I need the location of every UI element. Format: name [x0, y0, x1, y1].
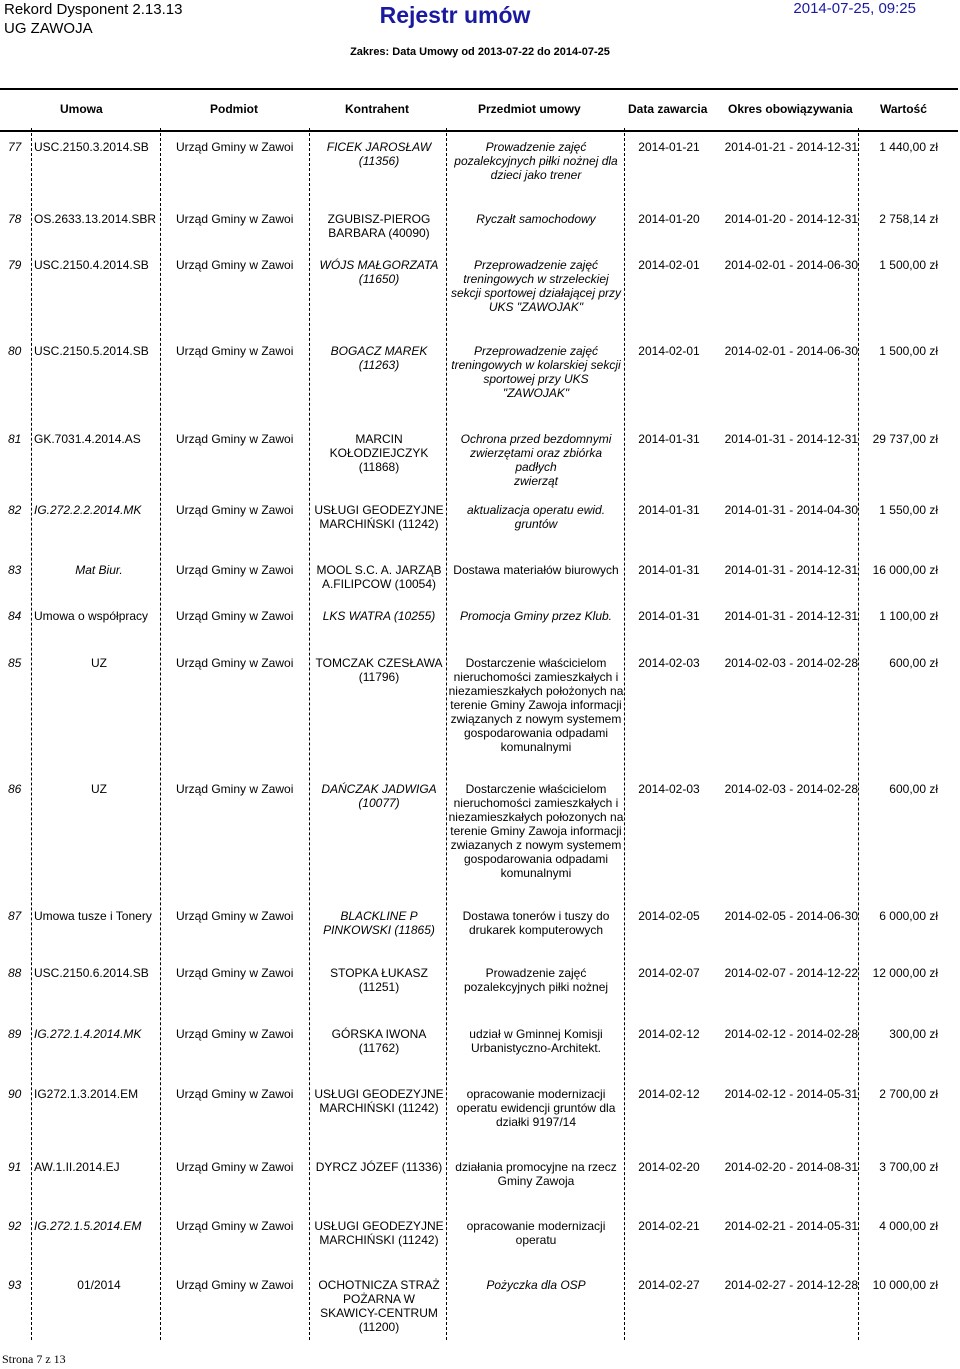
subject-line: Prowadzenie zajęć — [485, 140, 587, 154]
contractor-line: DYRCZ JÓZEF (11336) — [315, 1160, 443, 1174]
contractor-line: OCHOTNICZA STRAŻ — [318, 1278, 440, 1292]
contractor-line: SKAWICY-CENTRUM — [320, 1306, 438, 1320]
contract-value: 600,00 zł — [889, 656, 938, 670]
entity: Urząd Gminy w Zawoi — [176, 563, 294, 577]
contract-subject — [448, 1027, 624, 1055]
validity-period: 2014-02-03 - 2014-02-28 — [724, 656, 858, 670]
entity: Urząd Gminy w Zawoi — [176, 656, 294, 670]
contract-subject — [448, 966, 624, 994]
contractor — [312, 909, 446, 937]
subject-line: działania promocyjne na rzecz — [455, 1160, 617, 1174]
contractor — [312, 140, 446, 168]
row-number: 82 — [8, 503, 22, 517]
contract-value: 12 000,00 zł — [872, 966, 938, 980]
contract-number: 01/2014 — [77, 1278, 121, 1292]
subject-line: zwierząt — [513, 474, 558, 488]
contractor-line: (11762) — [358, 1041, 400, 1055]
column-divider — [160, 128, 161, 1340]
validity-period: 2014-02-27 - 2014-12-28 — [724, 1278, 858, 1292]
validity-period: 2014-02-21 - 2014-05-31 — [724, 1219, 858, 1233]
contract-value: 1 550,00 zł — [879, 503, 938, 517]
subject-line: Gminy Zawoja — [497, 1174, 575, 1188]
contractor — [312, 1027, 446, 1055]
contractor — [312, 344, 446, 372]
subject-line: operatu ewidencji gruntów dla — [456, 1101, 616, 1115]
contractor-line: BLACKLINE P — [340, 909, 418, 923]
contractor-line: (11868) — [358, 460, 400, 474]
subject-line: nieruchomości zamieszkałych i — [453, 796, 619, 810]
col-okres: Okres obowiązywania — [728, 102, 853, 116]
organization: UG ZAWOJA — [4, 20, 93, 37]
row-number: 89 — [8, 1027, 22, 1041]
contract-date: 2014-02-27 — [638, 1278, 700, 1292]
contractor-line: TOMCZAK CZESŁAWA — [315, 656, 443, 670]
subject-line: Ochrona przed bezdomnymi — [460, 432, 612, 446]
contract-date: 2014-01-31 — [638, 503, 700, 517]
row-number: 81 — [8, 432, 22, 446]
subject-line: Pożyczka dla OSP — [486, 1278, 586, 1292]
validity-period: 2014-01-20 - 2014-12-31 — [724, 212, 858, 226]
contractor — [312, 432, 446, 474]
row-number: 79 — [8, 258, 22, 272]
subject-line: gruntów — [514, 517, 558, 531]
contract-number: IG.272.2.2.2014.MK — [34, 503, 142, 517]
contract-date: 2014-02-12 — [638, 1087, 700, 1101]
contractor-line: MOOL S.C. A. JARZĄB — [316, 563, 442, 577]
contract-number: Umowa tusze i Tonery — [34, 909, 152, 923]
app-version: Rekord Dysponent 2.13.13 — [4, 1, 183, 18]
contract-value: 1 500,00 zł — [879, 258, 938, 272]
page-number: Strona 7 z 13 — [2, 1352, 66, 1366]
contractor-line: USŁUGI GEODEZYJNE — [314, 503, 444, 517]
column-divider — [446, 128, 447, 1340]
entity: Urząd Gminy w Zawoi — [176, 503, 294, 517]
contractor-line: (11650) — [358, 272, 400, 286]
col-wartosc: Wartość — [880, 102, 927, 116]
contract-value: 1 100,00 zł — [879, 609, 938, 623]
contract-number: OS.2633.13.2014.SBR — [34, 212, 157, 226]
validity-period: 2014-01-31 - 2014-04-30 — [724, 503, 858, 517]
contract-value: 29 737,00 zł — [872, 432, 938, 446]
contract-date: 2014-02-03 — [638, 782, 700, 796]
contractor-line: MARCHIŃSKI (11242) — [319, 517, 439, 531]
validity-period: 2014-02-12 - 2014-02-28 — [724, 1027, 858, 1041]
entity: Urząd Gminy w Zawoi — [176, 258, 294, 272]
contract-subject — [448, 1278, 624, 1292]
contract-date: 2014-01-21 — [638, 140, 700, 154]
validity-period: 2014-01-31 - 2014-12-31 — [724, 609, 858, 623]
contract-subject — [448, 656, 624, 754]
contractor-line: LKS WATRA (10255) — [322, 609, 436, 623]
subject-line: udział w Gminnej Komisji — [469, 1027, 603, 1041]
validity-period: 2014-02-01 - 2014-06-30 — [724, 344, 858, 358]
entity: Urząd Gminy w Zawoi — [176, 140, 294, 154]
row-number: 92 — [8, 1219, 22, 1233]
contractor-line: STOPKA ŁUKASZ — [330, 966, 428, 980]
contract-number: IG.272.1.5.2014.EM — [34, 1219, 142, 1233]
contract-value: 4 000,00 zł — [879, 1219, 938, 1233]
contract-date: 2014-02-20 — [638, 1160, 700, 1174]
contract-date: 2014-02-12 — [638, 1027, 700, 1041]
contract-date: 2014-01-31 — [638, 609, 700, 623]
contract-number: IG272.1.3.2014.EM — [34, 1087, 139, 1101]
contractor — [312, 258, 446, 286]
subject-line: pozalekcyjnych piłki nożnej dla — [454, 154, 618, 168]
row-number: 78 — [8, 212, 22, 226]
contractor — [312, 212, 446, 240]
contractor-line: (11263) — [358, 358, 400, 372]
contractor-line: GÓRSKA IWONA — [331, 1027, 427, 1041]
contractor-line: MARCIN — [355, 432, 403, 446]
contract-number: GK.7031.4.2014.AS — [34, 432, 141, 446]
contract-number: UZ — [91, 656, 107, 670]
contract-subject — [448, 909, 624, 937]
subject-line: pozalekcyjnych piłki nożnej — [463, 980, 609, 994]
contractor-line: PINKOWSKI (11865) — [323, 923, 435, 937]
contractor — [312, 503, 446, 531]
col-data: Data zawarcia — [628, 102, 708, 116]
contract-date: 2014-01-31 — [638, 563, 700, 577]
contractor-line: (10077) — [358, 796, 400, 810]
row-number: 83 — [8, 563, 22, 577]
subject-line: "ZAWOJAK" — [502, 386, 570, 400]
contractor-line: (11356) — [358, 154, 400, 168]
contract-value: 2 758,14 zł — [879, 212, 938, 226]
contractor-line: WÓJS MAŁGORZATA — [319, 258, 439, 272]
contractor-line: (11200) — [358, 1320, 400, 1334]
contractor — [312, 609, 446, 623]
contract-date: 2014-01-31 — [638, 432, 700, 446]
contractor-line: USŁUGI GEODEZYJNE — [314, 1219, 444, 1233]
subject-line: terenie Gminy Zawoja informacji — [450, 698, 622, 712]
contract-subject — [448, 563, 624, 577]
subject-line: Prowadzenie zajęć — [485, 966, 587, 980]
subject-line: sekcji sportowej działającej przy — [450, 286, 622, 300]
subject-line: UKS "ZAWOJAK" — [488, 300, 584, 314]
row-number: 91 — [8, 1160, 22, 1174]
contract-number: Umowa o współpracy — [34, 609, 149, 623]
contract-value: 1 440,00 zł — [879, 140, 938, 154]
contract-subject — [448, 1219, 624, 1247]
contractor-line: (11251) — [358, 980, 400, 994]
subject-line: operatu — [515, 1233, 557, 1247]
contract-subject — [448, 1160, 624, 1188]
subject-line: działki 9197/14 — [495, 1115, 577, 1129]
contract-number: USC.2150.4.2014.SB — [34, 258, 149, 272]
row-number: 88 — [8, 966, 22, 980]
validity-period: 2014-02-07 - 2014-12-22 — [724, 966, 858, 980]
validity-period: 2014-01-31 - 2014-12-31 — [724, 563, 858, 577]
contractor-line: USŁUGI GEODEZYJNE — [314, 1087, 444, 1101]
col-przedmiot: Przedmiot umowy — [478, 102, 581, 116]
row-number: 86 — [8, 782, 22, 796]
contract-subject — [448, 609, 624, 623]
validity-period: 2014-02-01 - 2014-06-30 — [724, 258, 858, 272]
column-header-bar — [0, 88, 958, 132]
contractor-line: DAŃCZAK JADWIGA — [321, 782, 437, 796]
subject-line: Ryczałt samochodowy — [476, 212, 596, 226]
subject-line: treningowych w strzeleckiej — [463, 272, 609, 286]
contractor-line: MARCHIŃSKI (11242) — [319, 1101, 439, 1115]
validity-period: 2014-01-31 - 2014-12-31 — [724, 432, 858, 446]
row-number: 93 — [8, 1278, 22, 1292]
contract-subject — [448, 258, 624, 314]
subject-line: niezamieszkałych położonych na — [448, 684, 624, 698]
contract-subject — [448, 344, 624, 400]
subject-line: aktualizacja operatu ewid. — [466, 503, 606, 517]
entity: Urząd Gminy w Zawoi — [176, 966, 294, 980]
subject-line: Promocja Gminy przez Klub. — [459, 609, 613, 623]
contractor — [312, 1160, 446, 1174]
subject-line: Dostawa materiałów biurowych — [453, 563, 619, 577]
validity-period: 2014-02-05 - 2014-06-30 — [724, 909, 858, 923]
subject-line: Dostarczenie właścicielom — [465, 782, 607, 796]
contract-number: USC.2150.6.2014.SB — [34, 966, 149, 980]
contract-number: IG.272.1.4.2014.MK — [34, 1027, 142, 1041]
validity-period: 2014-02-12 - 2014-05-31 — [724, 1087, 858, 1101]
contract-subject — [448, 140, 624, 182]
entity: Urząd Gminy w Zawoi — [176, 909, 294, 923]
subject-line: drukarek komputerowych — [468, 923, 604, 937]
entity: Urząd Gminy w Zawoi — [176, 212, 294, 226]
subject-line: opracowanie modernizacji — [466, 1219, 606, 1233]
date-range: Zakres: Data Umowy od 2013-07-22 do 2014-07-25 — [350, 46, 610, 58]
subject-line: Urbanistyczno-Architekt. — [470, 1041, 602, 1055]
subject-line: dzieci jako trener — [490, 168, 582, 182]
column-divider — [31, 128, 32, 1340]
contract-subject — [448, 503, 624, 531]
contractor-line: BARBARA (40090) — [328, 226, 430, 240]
contractor-line: A.FILIPCOW (10054) — [321, 577, 437, 591]
contract-subject — [448, 1087, 624, 1129]
column-divider — [309, 128, 310, 1340]
subject-line: gospodarowania odpadami — [463, 852, 609, 866]
contractor-line: MARCHIŃSKI (11242) — [319, 1233, 439, 1247]
contract-number: UZ — [91, 782, 107, 796]
subject-line: sportowej przy UKS — [483, 372, 589, 386]
entity: Urząd Gminy w Zawoi — [176, 1278, 294, 1292]
contract-date: 2014-02-21 — [638, 1219, 700, 1233]
row-number: 87 — [8, 909, 22, 923]
subject-line: komunalnymi — [500, 866, 572, 880]
subject-line: terenie Gminy Zawoja informacji — [450, 824, 622, 838]
validity-period: 2014-02-03 - 2014-02-28 — [724, 782, 858, 796]
contract-number: Mat Biur. — [75, 563, 123, 577]
contract-subject — [448, 782, 624, 880]
report-datetime: 2014-07-25, 09:25 — [793, 0, 916, 17]
contractor — [312, 782, 446, 810]
contract-subject — [448, 432, 624, 488]
contract-number: USC.2150.3.2014.SB — [34, 140, 149, 154]
row-number: 84 — [8, 609, 22, 623]
validity-period: 2014-01-21 - 2014-12-31 — [724, 140, 858, 154]
subject-line: opracowanie modernizacji — [466, 1087, 606, 1101]
contractor — [312, 563, 446, 591]
subject-line: gospodarowania odpadami — [463, 726, 609, 740]
row-number: 90 — [8, 1087, 22, 1101]
contractor-line: (11796) — [358, 670, 400, 684]
entity: Urząd Gminy w Zawoi — [176, 1219, 294, 1233]
entity: Urząd Gminy w Zawoi — [176, 782, 294, 796]
contract-value: 300,00 zł — [889, 1027, 938, 1041]
subject-line: nieruchomości zamieszkałych i — [453, 670, 619, 684]
contract-value: 16 000,00 zł — [872, 563, 938, 577]
subject-line: Przeprowadzenie zajęć — [473, 258, 599, 272]
subject-line: związanych z nowym systemem — [450, 712, 622, 726]
contractor-line: ZGUBISZ-PIEROG — [327, 212, 431, 226]
subject-line: niezamieszkałych połozonych na — [448, 810, 624, 824]
contractor — [312, 1087, 446, 1115]
contract-date: 2014-02-01 — [638, 258, 700, 272]
row-number: 80 — [8, 344, 22, 358]
validity-period: 2014-02-20 - 2014-08-31 — [724, 1160, 858, 1174]
contract-value: 6 000,00 zł — [879, 909, 938, 923]
contractor — [312, 966, 446, 994]
subject-line: zwiazanych z nowym systemem — [450, 838, 622, 852]
contract-date: 2014-02-03 — [638, 656, 700, 670]
contract-value: 3 700,00 zł — [879, 1160, 938, 1174]
entity: Urząd Gminy w Zawoi — [176, 432, 294, 446]
subject-line: komunalnymi — [500, 740, 572, 754]
subject-line: zwierzętami oraz zbiórka padłych — [469, 446, 603, 474]
contract-date: 2014-02-05 — [638, 909, 700, 923]
contract-value: 10 000,00 zł — [872, 1278, 938, 1292]
entity: Urząd Gminy w Zawoi — [176, 1160, 294, 1174]
contract-value: 2 700,00 zł — [879, 1087, 938, 1101]
entity: Urząd Gminy w Zawoi — [176, 344, 294, 358]
contractor — [312, 656, 446, 684]
contract-date: 2014-02-07 — [638, 966, 700, 980]
contract-number: AW.1.II.2014.EJ — [34, 1160, 120, 1174]
contract-value: 1 500,00 zł — [879, 344, 938, 358]
entity: Urząd Gminy w Zawoi — [176, 1087, 294, 1101]
row-number: 85 — [8, 656, 22, 670]
col-kontrahent: Kontrahent — [345, 102, 409, 116]
page-title: Rejestr umów — [379, 2, 531, 28]
row-number: 77 — [8, 140, 22, 154]
contractor-line: KOŁODZIEJCZYK — [329, 446, 429, 460]
entity: Urząd Gminy w Zawoi — [176, 609, 294, 623]
subject-line: treningowych w kolarskiej sekcji — [451, 358, 621, 372]
contract-subject — [448, 212, 624, 226]
contract-value: 600,00 zł — [889, 782, 938, 796]
subject-line: Dostawa tonerów i tuszy do — [462, 909, 610, 923]
contractor — [312, 1278, 446, 1334]
subject-line: Przeprowadzenie zajęć — [473, 344, 599, 358]
col-podmiot: Podmiot — [210, 102, 258, 116]
entity: Urząd Gminy w Zawoi — [176, 1027, 294, 1041]
column-divider — [624, 128, 625, 1340]
contractor-line: POŻARNA W — [342, 1292, 415, 1306]
contractor — [312, 1219, 446, 1247]
contract-date: 2014-01-20 — [638, 212, 700, 226]
subject-line: Dostarczenie właścicielom — [465, 656, 607, 670]
contractor-line: BOGACZ MAREK — [330, 344, 428, 358]
col-umowa: Umowa — [60, 102, 103, 116]
contract-date: 2014-02-01 — [638, 344, 700, 358]
contractor-line: FICEK JAROSŁAW — [326, 140, 432, 154]
column-divider — [858, 128, 859, 1340]
contract-number: USC.2150.5.2014.SB — [34, 344, 149, 358]
